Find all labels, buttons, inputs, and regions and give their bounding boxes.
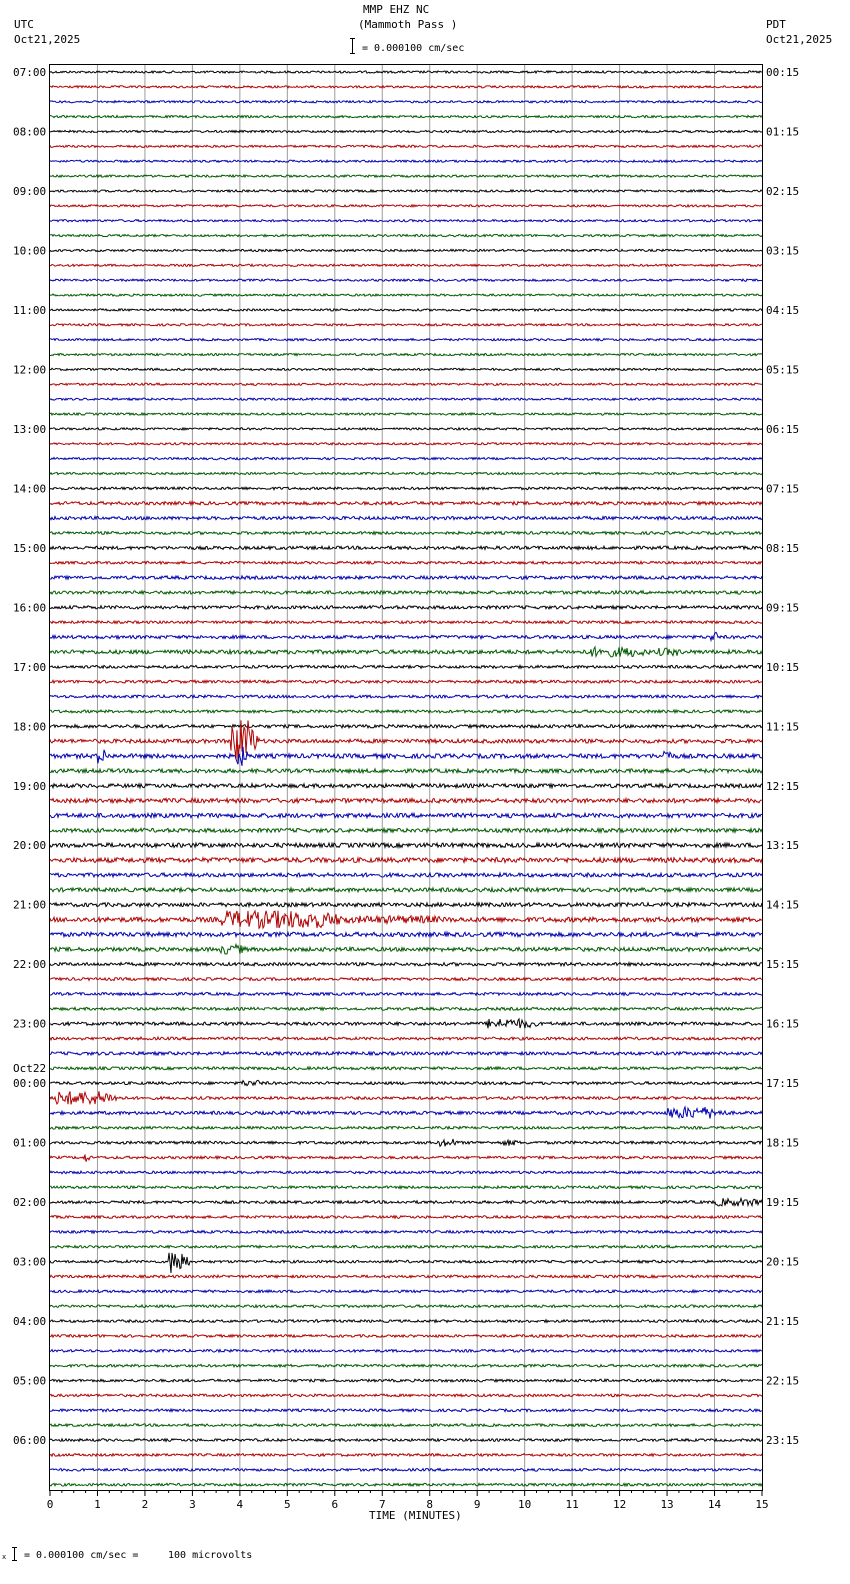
pdt-hour-label: 21:15 xyxy=(766,1315,800,1329)
seismic-trace xyxy=(50,1409,762,1412)
pdt-hour-label: 08:15 xyxy=(766,541,800,555)
seismic-trace xyxy=(50,1091,762,1104)
seismic-trace xyxy=(50,1394,762,1397)
seismic-trace xyxy=(50,472,762,474)
utc-label: UTC xyxy=(14,18,34,31)
pdt-hour-label: 22:15 xyxy=(766,1374,800,1388)
utc-hour-label: 09:00 xyxy=(13,184,47,198)
seismic-trace xyxy=(50,235,762,237)
seismic-trace xyxy=(50,1171,762,1174)
utc-hour-label: 23:00 xyxy=(13,1017,47,1031)
pdt-hour-label: 05:15 xyxy=(766,363,800,377)
x-tick-label: 15 xyxy=(755,1498,769,1511)
seismic-trace xyxy=(50,502,762,505)
x-tick-label: 4 xyxy=(236,1498,244,1511)
seismic-trace xyxy=(50,978,762,981)
x-tick-label: 1 xyxy=(94,1498,101,1511)
utc-hour-label: 15:00 xyxy=(13,541,47,555)
seismic-trace xyxy=(50,1483,762,1486)
utc-date: Oct21,2025 xyxy=(14,33,81,46)
station-title: MMP EHZ NC xyxy=(363,3,430,16)
footer-scale-icon xyxy=(2,1546,18,1562)
utc-hour-label: 01:00 xyxy=(13,1136,47,1150)
pdt-hour-label: 07:15 xyxy=(766,482,800,496)
seismic-trace xyxy=(50,145,762,147)
seismic-trace xyxy=(50,249,762,251)
scale-label: = 0.000100 cm/sec xyxy=(362,43,465,54)
seismic-trace xyxy=(50,264,762,266)
seismic-trace xyxy=(50,1454,762,1457)
seismic-trace xyxy=(50,1007,762,1010)
seismic-trace xyxy=(50,1139,762,1146)
pdt-hour-label: 03:15 xyxy=(766,244,800,258)
seismic-trace xyxy=(50,747,762,766)
seismic-trace xyxy=(50,1253,762,1273)
x-tick-label: 6 xyxy=(331,1498,339,1511)
seismic-trace xyxy=(50,398,762,400)
seismic-trace xyxy=(50,665,762,668)
seismic-trace xyxy=(50,1052,762,1055)
scale-bar-icon xyxy=(350,38,355,54)
seismic-trace xyxy=(50,116,762,118)
seismic-trace xyxy=(50,383,762,385)
seismic-trace xyxy=(50,428,762,430)
utc-hour-label: 19:00 xyxy=(13,779,47,793)
utc-hour-label: 04:00 xyxy=(13,1315,47,1329)
seismic-trace xyxy=(50,175,762,177)
seismic-trace xyxy=(50,309,762,311)
x-tick-label: 5 xyxy=(284,1498,291,1511)
seismic-trace xyxy=(50,413,762,415)
seismic-trace xyxy=(50,517,762,520)
utc-hour-label: 06:00 xyxy=(13,1434,47,1448)
pdt-hour-label: 11:15 xyxy=(766,720,800,734)
seismic-trace xyxy=(50,1198,762,1206)
utc-hour-label: 16:00 xyxy=(13,601,47,615)
pdt-hour-label: 02:15 xyxy=(766,184,800,198)
seismic-trace xyxy=(50,784,762,788)
seismic-trace xyxy=(50,220,762,222)
seismic-trace xyxy=(50,1439,762,1442)
seismic-trace xyxy=(50,561,762,564)
site-name: (Mammoth Pass ) xyxy=(358,18,458,31)
seismic-trace xyxy=(50,1320,762,1323)
footer-scale-label: = 0.000100 cm/sec = xyxy=(24,1550,139,1561)
seismic-trace xyxy=(50,769,762,773)
x-axis xyxy=(47,1490,769,1511)
utc-hour-label: 10:00 xyxy=(13,244,47,258)
seismic-trace xyxy=(50,1186,762,1189)
pdt-hour-label: 18:15 xyxy=(766,1136,800,1150)
utc-hour-label: 11:00 xyxy=(13,303,47,317)
utc-hour-label: 05:00 xyxy=(13,1374,47,1388)
seismic-trace xyxy=(50,1424,762,1427)
x-axis-title: TIME (MINUTES) xyxy=(369,1509,462,1522)
pdt-hour-label: 09:15 xyxy=(766,601,800,615)
seismic-trace xyxy=(50,873,762,877)
seismic-trace xyxy=(50,843,762,847)
pdt-hour-label: 23:15 xyxy=(766,1434,800,1448)
pdt-hour-label: 01:15 xyxy=(766,125,800,139)
utc-hour-label: 08:00 xyxy=(13,125,47,139)
hour-labels xyxy=(13,66,799,1447)
pdt-hour-label: 16:15 xyxy=(766,1017,800,1031)
utc-hour-label: 07:00 xyxy=(13,66,47,79)
utc-hour-label: 21:00 xyxy=(13,898,47,912)
seismic-trace xyxy=(50,1379,762,1382)
pdt-label: PDT xyxy=(766,18,786,31)
seismic-trace xyxy=(50,621,762,624)
x-tick-label: 10 xyxy=(518,1498,532,1511)
x-tick-label: 9 xyxy=(473,1498,481,1511)
pdt-hour-label: 06:15 xyxy=(766,422,800,436)
seismic-trace xyxy=(50,710,762,713)
seismic-trace xyxy=(50,1037,762,1040)
seismic-trace xyxy=(50,911,762,929)
seismic-trace xyxy=(50,487,762,490)
utc-hour-label: 18:00 xyxy=(13,720,47,734)
utc-hour-label: 12:00 xyxy=(13,363,47,377)
seismic-trace xyxy=(50,647,762,657)
seismic-trace xyxy=(50,1019,762,1028)
utc-hour-label: 14:00 xyxy=(13,482,47,496)
seismic-trace xyxy=(50,1067,762,1070)
pdt-hour-label: 15:15 xyxy=(766,958,800,972)
footer-microvolts: 100 microvolts xyxy=(168,1550,253,1561)
seismic-trace xyxy=(50,1275,762,1278)
pdt-date: Oct21,2025 xyxy=(766,33,833,46)
seismic-trace xyxy=(50,1216,762,1219)
seismic-trace xyxy=(50,695,762,698)
pdt-hour-label: 17:15 xyxy=(766,1077,800,1091)
utc-hour-label: 13:00 xyxy=(13,422,47,436)
x-tick-label: 8 xyxy=(426,1498,434,1511)
x-tick-label: 14 xyxy=(707,1498,722,1511)
seismic-trace xyxy=(50,1107,762,1119)
x-tick-label: 0 xyxy=(46,1498,54,1511)
seismic-trace xyxy=(50,443,762,445)
seismic-trace xyxy=(50,130,762,132)
x-tick-label: 13 xyxy=(660,1498,674,1511)
trace-group xyxy=(50,71,762,1486)
seismic-trace xyxy=(50,932,762,936)
seismic-trace xyxy=(50,294,762,296)
seismic-trace xyxy=(50,205,762,207)
seismic-trace xyxy=(50,532,762,535)
seismic-trace xyxy=(50,324,762,326)
seismic-trace xyxy=(50,71,762,73)
pdt-hour-label: 00:15 xyxy=(766,66,800,79)
seismic-trace xyxy=(50,190,762,192)
seismic-trace xyxy=(50,339,762,341)
utc-hour-label: 22:00 xyxy=(13,958,47,972)
pdt-hour-label: 14:15 xyxy=(766,898,800,912)
seismic-trace xyxy=(50,725,762,728)
seismic-trace xyxy=(50,160,762,162)
seismic-trace xyxy=(50,591,762,594)
seismic-trace xyxy=(50,993,762,996)
pdt-hour-label: 13:15 xyxy=(766,839,800,853)
pdt-hour-label: 10:15 xyxy=(766,660,800,674)
seismic-trace xyxy=(50,903,762,907)
seismic-trace xyxy=(50,546,762,549)
seismic-trace xyxy=(50,1305,762,1308)
seismic-trace xyxy=(50,858,762,863)
x-tick-label: 3 xyxy=(189,1498,196,1511)
seismic-trace xyxy=(50,963,762,966)
seismic-trace xyxy=(50,888,762,892)
x-tick-label: 7 xyxy=(378,1498,386,1511)
seismic-trace xyxy=(50,1127,762,1130)
seismic-trace xyxy=(50,1335,762,1338)
svg-text:x: x xyxy=(2,1553,7,1561)
seismic-trace xyxy=(50,1469,762,1472)
x-tick-label: 11 xyxy=(565,1498,579,1511)
seismic-trace xyxy=(50,1155,762,1162)
seismic-trace xyxy=(50,458,762,460)
x-tick-label: 2 xyxy=(141,1498,149,1511)
seismic-trace xyxy=(50,680,762,683)
seismic-trace xyxy=(50,1290,762,1293)
seismic-trace xyxy=(50,576,762,579)
seismic-trace xyxy=(50,798,762,802)
seismic-trace xyxy=(50,1080,762,1085)
seismic-trace xyxy=(50,101,762,103)
seismic-trace xyxy=(50,813,762,817)
utc-hour-label: 17:00 xyxy=(13,660,47,674)
pdt-hour-label: 20:15 xyxy=(766,1255,800,1269)
seismic-trace xyxy=(50,1364,762,1367)
seismic-trace xyxy=(50,1245,762,1248)
seismic-trace xyxy=(50,1231,762,1234)
utc-hour-label: 00:00 xyxy=(13,1077,47,1091)
pdt-hour-label: 19:15 xyxy=(766,1196,800,1210)
x-tick-label: 12 xyxy=(612,1498,627,1511)
seismic-trace xyxy=(50,945,762,955)
seismic-trace xyxy=(50,368,762,370)
date-change-label: Oct22 xyxy=(13,1062,47,1076)
utc-hour-label: 03:00 xyxy=(13,1255,47,1269)
seismic-trace xyxy=(50,353,762,355)
utc-hour-label: 02:00 xyxy=(13,1196,47,1210)
seismic-trace xyxy=(50,632,762,640)
seismic-trace xyxy=(50,606,762,609)
pdt-hour-label: 12:15 xyxy=(766,779,800,793)
seismic-trace xyxy=(50,86,762,88)
pdt-hour-label: 04:15 xyxy=(766,303,800,317)
seismic-trace xyxy=(50,1350,762,1353)
utc-hour-label: 20:00 xyxy=(13,839,47,853)
seismic-trace xyxy=(50,828,762,832)
seismic-trace xyxy=(50,279,762,281)
